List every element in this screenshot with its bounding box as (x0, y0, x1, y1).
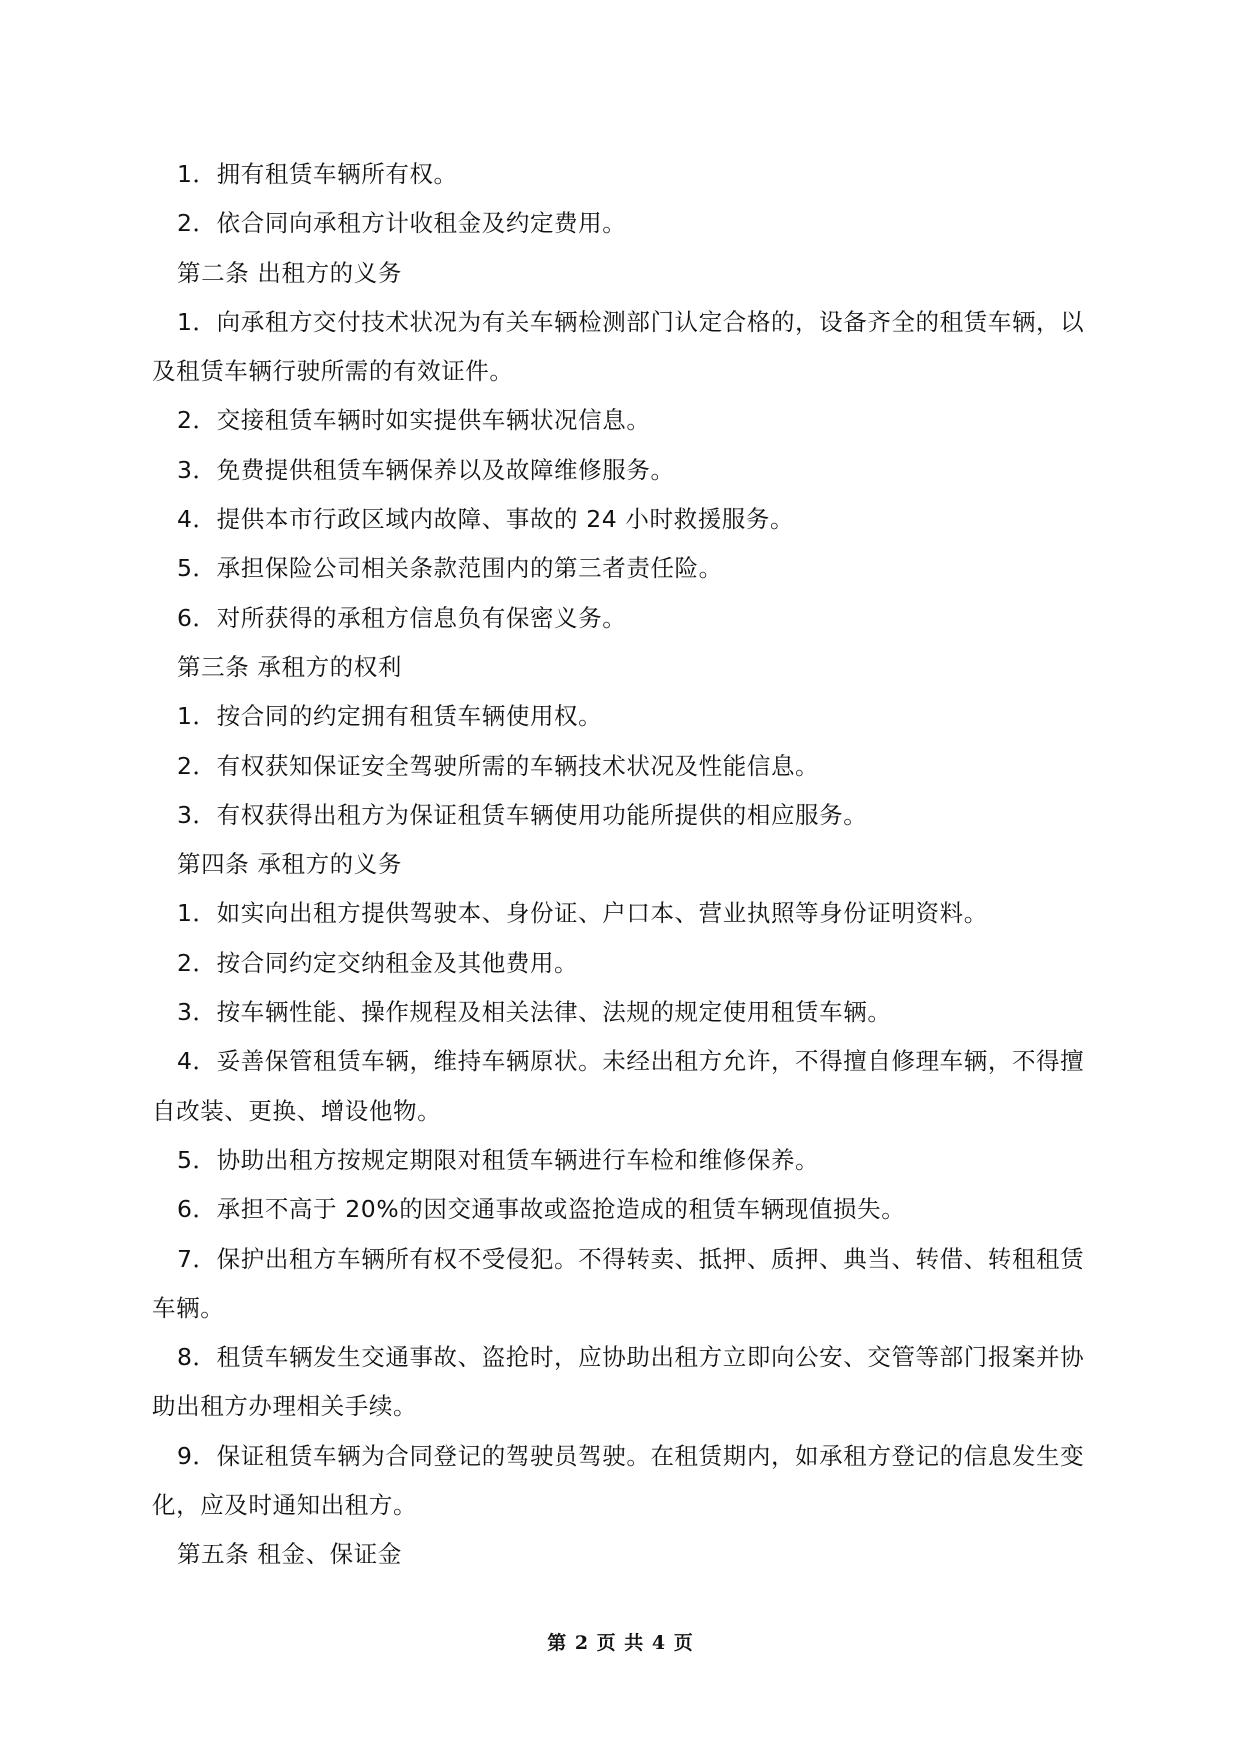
section-heading: 第二条 出租方的义务 (177, 258, 402, 287)
section-heading: 第五条 租金、保证金 (177, 1540, 402, 1569)
clause-item: 1．向承租方交付技术状况为有关车辆检测部门认定合格的，设备齐全的租赁车辆，以及租赁车辆行驶所需的有效证件。 (152, 307, 1085, 386)
section-heading: 第三条 承租方的权利 (177, 652, 402, 681)
clause-item: 5．协助出租方按规定期限对租赁车辆进行车检和维修保养。 (177, 1145, 820, 1174)
clause-item: 2．依合同向承租方计收租金及约定费用。 (177, 209, 627, 238)
clause-item: 1．按合同的约定拥有租赁车辆使用权。 (177, 702, 603, 731)
clause-item: 2．有权获知保证安全驾驶所需的车辆技术状况及性能信息。 (177, 751, 820, 780)
clause-item: 5．承担保险公司相关条款范围内的第三者责任险。 (177, 554, 723, 583)
clause-item: 4．提供本市行政区域内故障、事故的 24 小时救援服务。 (177, 505, 795, 534)
section-heading: 第四条 承租方的义务 (177, 850, 402, 879)
clause-item: 6．承担不高于 20%的因交通事故或盗抢造成的租赁车辆现值损失。 (177, 1195, 906, 1224)
clause-item: 9．保证租赁车辆为合同登记的驾驶员驾驶。在租赁期内，如承租方登记的信息发生变化，应及时通知出租方。 (152, 1441, 1085, 1520)
clause-item: 8．租赁车辆发生交通事故、盗抢时，应协助出租方立即向公安、交管等部门报案并协助出租方办理相关手续。 (152, 1343, 1085, 1421)
clause-item: 3．按车辆性能、操作规程及相关法律、法规的规定使用租赁车辆。 (177, 998, 892, 1027)
page-number-footer: 第 2 页 共 4 页 (547, 1632, 694, 1654)
clause-item: 4．妥善保管租赁车辆，维持车辆原状。未经出租方允许，不得擅自修理车辆，不得擅自改装、更换、增设他物。 (152, 1047, 1085, 1125)
clause-item: 6．对所获得的承租方信息负有保密义务。 (177, 603, 627, 632)
clause-item: 2．交接租赁车辆时如实提供车辆状况信息。 (177, 406, 651, 435)
clause-item: 1．拥有租赁车辆所有权。 (177, 160, 458, 188)
clause-item: 2．按合同约定交纳租金及其他费用。 (177, 948, 579, 977)
clause-item: 1．如实向出租方提供驾驶本、身份证、户口本、营业执照等身份证明资料。 (177, 899, 988, 928)
document-body (152, 150, 1092, 1580)
clause-item: 3．有权获得出租方为保证租赁车辆使用功能所提供的相应服务。 (177, 800, 868, 829)
clause-item: 7．保护出租方车辆所有权不受侵犯。不得转卖、抵押、质押、典当、转借、转租租赁车辆。 (152, 1244, 1085, 1322)
clause-item: 3．免费提供租赁车辆保养以及故障维修服务。 (177, 455, 675, 484)
